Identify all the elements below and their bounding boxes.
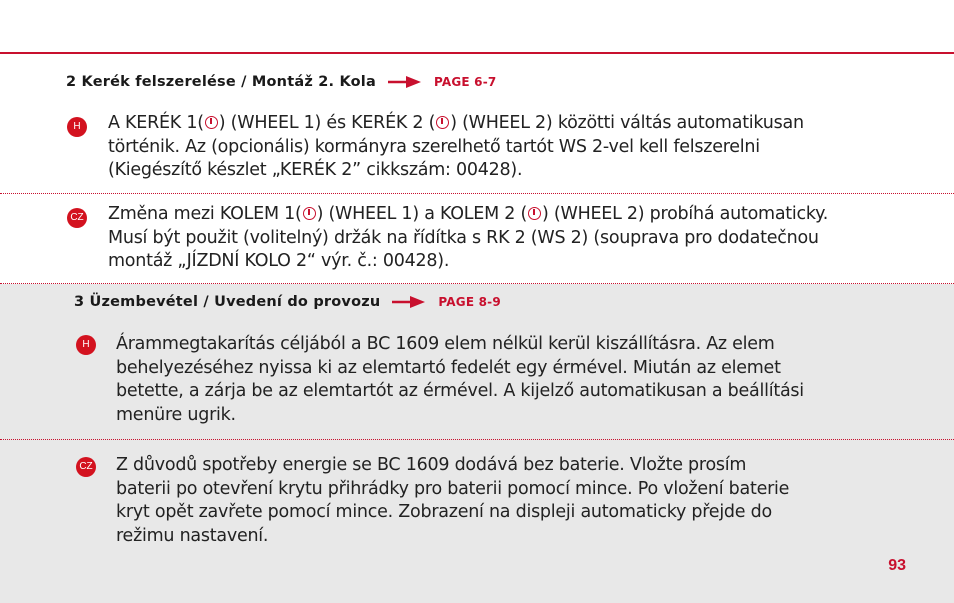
paragraph-hu-startup <box>116 333 804 427</box>
dotted-divider <box>0 283 954 284</box>
hungarian-badge: H <box>67 117 87 137</box>
text-line: režimu nastavení. <box>116 525 269 546</box>
text-fragment: ) (WHEEL 1) és KERÉK 2 ( <box>218 113 436 133</box>
czech-badge: CZ <box>67 208 87 228</box>
wheel-icon <box>303 207 316 220</box>
paragraph-cz-wheel <box>108 203 828 274</box>
text-line <box>108 112 804 136</box>
text-line: Z důvodů spotřeby energie se BC 1609 dodává bez baterie. Vložte prosím <box>116 455 747 475</box>
heading-text: 2 Kerék felszerelése / Montáž 2. Kola <box>66 74 376 90</box>
text-fragment: A KERÉK 1( <box>108 113 204 133</box>
wheel-icon <box>528 207 541 220</box>
page-reference: PAGE 6-7 <box>433 75 497 89</box>
dotted-divider <box>0 193 954 194</box>
text-line: montáž „JÍZDNÍ KOLO 2“ výr. č.: 00428). <box>108 251 450 271</box>
text-line: menüre ugrik. <box>116 404 236 425</box>
right-arrow-icon <box>392 295 426 309</box>
paragraph-hu-wheel <box>108 112 804 183</box>
text-line: (Kiegészítő készlet „KERÉK 2” cikkszám: 00428). <box>108 160 523 180</box>
text-line: behelyezéséhez nyissa ki az elemtartó fedelét egy érmével. Miután az elemet <box>116 357 781 378</box>
text-fragment: ) (WHEEL 2) probíhá automaticky. <box>542 204 829 224</box>
hungarian-badge: H <box>76 335 96 355</box>
text-fragment: ) (WHEEL 2) közötti váltás automatikusan <box>450 113 804 133</box>
page-number: 93 <box>888 557 906 574</box>
section-heading-startup <box>74 294 501 310</box>
text-fragment: ) (WHEEL 1) a KOLEM 2 ( <box>316 204 528 224</box>
paragraph-cz-startup <box>116 454 789 548</box>
wheel-icon <box>436 116 449 129</box>
text-line: betette, a zárja be az elemtartót az érmével. A kijelző automatikusan a beállítási <box>116 381 804 401</box>
wheel-icon <box>205 116 218 129</box>
section-startup <box>0 284 954 603</box>
text-line: Árammegtakarítás céljából a BC 1609 elem nélkül kerül kiszállításra. Az elem <box>116 334 775 354</box>
czech-badge: CZ <box>76 457 96 477</box>
right-arrow-icon <box>388 75 422 89</box>
text-line: történik. Az (opcionális) kormányra szerelhető tartót WS 2-vel kell felszerelni <box>108 136 760 157</box>
heading-text: 3 Üzembevétel / Uvedení do provozu <box>74 294 381 310</box>
text-line <box>108 203 828 227</box>
text-line: kryt opět zavřete pomocí mince. Zobrazení na displeji automaticky přejde do <box>116 502 772 522</box>
page-reference: PAGE 8-9 <box>438 295 501 309</box>
dotted-divider <box>0 439 954 440</box>
text-line: Musí být použit (volitelný) držák na řídítka s RK 2 (WS 2) (souprava pro dodatečnou <box>108 227 819 248</box>
text-fragment: Změna mezi KOLEM 1( <box>108 204 302 224</box>
text-line: baterii po otevření krytu přihrádky pro baterii pomocí mince. Po vložení baterie <box>116 478 790 499</box>
section-heading-wheel <box>66 74 496 90</box>
